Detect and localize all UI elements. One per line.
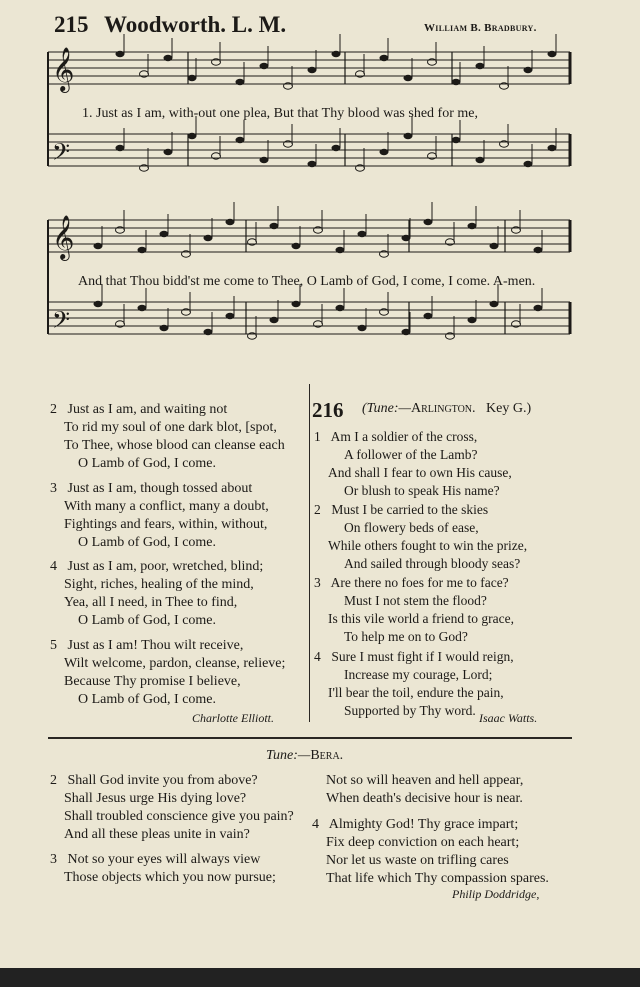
bera-stanza-3-cont: Not so will heaven and hell appear, When death's decisive hour is near. (326, 773, 524, 806)
note-head (138, 305, 147, 311)
note-head (402, 235, 411, 241)
note-head (260, 157, 269, 163)
note-head (548, 51, 557, 57)
note-head (226, 313, 235, 319)
hymn-215-author: Charlotte Elliott. (192, 711, 275, 725)
note-head (404, 75, 413, 81)
note-head (116, 51, 125, 57)
hymn-215-tune-title: Woodworth. L. M. (104, 12, 287, 37)
hymn-215-stanza-5: 5 Just as I am! Thou wilt receive, Wilt welcome, pardon, cleanse, relieve; Because Thy promise I believe, O Lamb of God, I come. (50, 638, 286, 707)
music-lyric-line-2: And that Thou bidd'st me come to Thee, O Lamb of God, I come, I come. A-men. (78, 274, 536, 289)
bass-clef-icon: 𝄢 (52, 138, 71, 171)
hymn-215-stanza-2: 2 Just as I am, and waiting not To rid my soul of one dark blot, [spot, To Thee, whose blood can cleanse each O Lamb of God, I come. (50, 402, 285, 471)
note-head (94, 243, 103, 249)
note-head (236, 79, 245, 85)
note-head (164, 149, 173, 155)
note-head (94, 301, 103, 307)
hymn-215-stanza-4: 4 Just as I am, poor, wretched, blind; Sight, riches, healing of the mind, Yea, all I need, in Thee to find, O Lamb of God, I come. (50, 559, 264, 628)
note-head (332, 51, 341, 57)
note-head (404, 133, 413, 139)
hymn-216-author: Isaac Watts. (479, 711, 538, 725)
note-head (236, 137, 245, 143)
note-head (380, 149, 389, 155)
page-bottom-edge (0, 968, 640, 987)
note-head (468, 223, 477, 229)
bera-stanza-2: 2 Shall God invite you from above? Shall Jesus urge His dying love? Shall troubled conscience give you pain? And all these pleas unite in vain? (50, 773, 294, 842)
note-head (138, 247, 147, 253)
note-head (534, 247, 543, 253)
note-head (424, 219, 433, 225)
tune-bera-heading: Tune:—Bera. (266, 748, 344, 763)
note-head (490, 301, 499, 307)
note-head (424, 313, 433, 319)
note-head (226, 219, 235, 225)
note-head (292, 301, 301, 307)
hymn-215-composer: William B. Bradbury. (424, 22, 537, 34)
hymn-216-stanza-4: 4 Sure I must fight if I would reign, Increase my courage, Lord; I'll bear the toil, endure the pain, Supported by Thy word. (314, 649, 514, 718)
note-head (260, 63, 269, 69)
hymn-216-stanza-1: 1 Am I a soldier of the cross, A follower of the Lamb? And shall I fear to own His cause, Or blush to speak His name? (314, 429, 512, 498)
note-head (468, 317, 477, 323)
bera-stanza-3: 3 Not so your eyes will always view Those objects which you now pursue; (50, 852, 276, 885)
bera-author: Philip Doddridge, (452, 887, 540, 901)
hymn-215-stanza-3: 3 Just as I am, though tossed about With many a conflict, many a doubt, Fightings and fears, within, without, O Lamb of God, I come. (50, 481, 269, 550)
note-head (160, 325, 169, 331)
note-head (476, 63, 485, 69)
note-head (308, 67, 317, 73)
note-head (336, 247, 345, 253)
note-head (160, 231, 169, 237)
column-divider (309, 384, 310, 722)
note-head (336, 305, 345, 311)
note-head (380, 55, 389, 61)
hymn-216-number: 216 (312, 398, 344, 422)
hymn-216-stanza-3: 3 Are there no foes for me to face? Must I not stem the flood? Is this vile world a friend to grace, To help me on to God? (314, 575, 514, 644)
note-head (308, 161, 317, 167)
treble-clef-icon: 𝄞 (52, 215, 75, 259)
note-head (270, 223, 279, 229)
note-head (204, 235, 213, 241)
note-head (292, 243, 301, 249)
hymn-216-tune: (Tune:—Arlington. Key G.) (362, 401, 532, 416)
section-divider (48, 737, 572, 739)
note-head (452, 137, 461, 143)
note-head (548, 145, 557, 151)
bera-stanza-4: 4 Almighty God! Thy grace impart; Fix deep conviction on each heart; Nor let us waste on trifling cares That life which Thy compassion spares. (312, 817, 549, 886)
hymn-216-stanza-2: 2 Must I be carried to the skies On flowery beds of ease, While others fought to win the prize, And sailed through bloody seas? (314, 502, 528, 571)
note-head (188, 133, 197, 139)
note-head (476, 157, 485, 163)
note-head (332, 145, 341, 151)
hymn-215-number: 215 (54, 12, 89, 37)
music-score (0, 0, 640, 380)
note-head (534, 305, 543, 311)
treble-clef-icon: 𝄞 (52, 47, 75, 91)
note-head (164, 55, 173, 61)
note-head (358, 231, 367, 237)
note-head (524, 161, 533, 167)
note-head (490, 243, 499, 249)
note-head (270, 317, 279, 323)
bass-clef-icon: 𝄢 (52, 306, 71, 339)
note-head (188, 75, 197, 81)
note-head (524, 67, 533, 73)
note-head (358, 325, 367, 331)
note-head (204, 329, 213, 335)
note-head (452, 79, 461, 85)
note-head (402, 329, 411, 335)
note-head (116, 145, 125, 151)
music-lyric-line-1: 1. Just as I am, with-out one plea, But that Thy blood was shed for me, (82, 106, 478, 121)
